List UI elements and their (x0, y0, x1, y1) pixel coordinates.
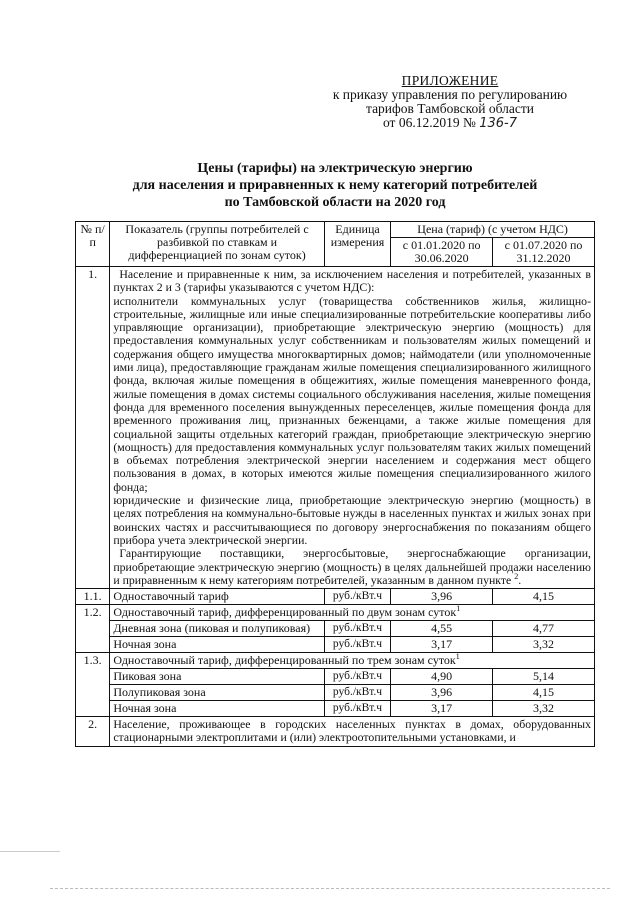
row-1-2-b-label: Ночная зона (110, 637, 324, 653)
row-1-3-label (110, 653, 595, 669)
appendix-line-2: тарифов Тамбовской области (366, 101, 534, 116)
header-price: Цена (тариф) (с учетом НДС) (391, 222, 595, 238)
row-1-3-c-value-2: 3,32 (493, 701, 595, 717)
table-row (76, 621, 595, 637)
section-1-num: 1. (76, 267, 110, 589)
row-1-2-label-text: Одноставочный тариф, дифференцированный по двум зонам суток (113, 605, 457, 620)
footnote-ref-1b: 1 (455, 652, 460, 662)
row-1-3-c-unit: руб./кВт.ч (324, 701, 390, 717)
row-1-3-num: 1.3. (76, 653, 110, 717)
row-1-2-a-unit: руб./кВт.ч (324, 621, 390, 637)
table-row (76, 653, 595, 669)
row-1-3-c-label: Ночная зона (110, 701, 324, 717)
section-2-row (76, 717, 595, 747)
table-row (76, 685, 595, 701)
row-1-3-label-text: Одноставочный тариф, дифференцированный по трем зонам суток (113, 653, 456, 668)
row-1-1-value-1: 3,96 (391, 589, 493, 605)
header-num: № п/п (76, 222, 110, 267)
table-row (76, 589, 595, 605)
title-line-3: по Тамбовской области на 2020 год (224, 195, 446, 210)
appendix-line-1: к приказу управления по регулированию (332, 87, 568, 102)
row-1-2-b-value-2: 3,32 (493, 637, 595, 653)
row-1-1-unit: руб./кВт.ч (324, 589, 390, 605)
row-1-3-b-unit: руб./кВт.ч (324, 685, 390, 701)
document-title (100, 160, 570, 211)
section-2-num: 2. (76, 717, 110, 747)
row-1-3-b-value-2: 4,15 (493, 685, 595, 701)
tariff-table (75, 221, 595, 747)
table-row (76, 701, 595, 717)
row-1-2-a-value-2: 4,77 (493, 621, 595, 637)
footnote-ref-1: 1 (456, 604, 461, 614)
row-1-2-label (110, 605, 595, 621)
section-1-para-3: юридические и физические лица, приобретающие электрическую энергию (мощность) в целях потребления на коммунально-бытовые нужды в населенных пунктах и жилых зонах при воинских частях и рассчитывающиеся по договору энергоснабжения по показаниям общего прибора учета электрической энергии. (113, 493, 591, 547)
section-1-row (76, 267, 595, 589)
appendix-line-3 (300, 116, 600, 131)
header-period-1: с 01.01.2020 по 30.06.2020 (391, 238, 493, 267)
row-1-3-a-unit: руб./кВт.ч (324, 669, 390, 685)
row-1-1-num: 1.1. (76, 589, 110, 605)
row-1-3-a-value-2: 5,14 (493, 669, 595, 685)
title-line-1: Цены (тарифы) на электрическую энергию (197, 161, 473, 176)
section-1-description (110, 267, 595, 589)
table-row (76, 637, 595, 653)
row-1-3-b-label: Полупиковая зона (110, 685, 324, 701)
appendix-heading: ПРИЛОЖЕНИЕ (401, 73, 499, 88)
order-number: 136-7 (479, 116, 517, 131)
section-1-para-2: исполнители коммунальных услуг (товарищества собственников жилья, жилищно-строительные, жилищные или иные специализированные потребительские кооперативы либо управляющие организации), приобретающие электрическую энергию (мощность) для предоставления коммунальных услуг собственникам и пользователям жилых помещений и содержания общего имущества многоквартирных домов; наймодатели (или уполномоченные ими лица), предоставляющие гражданам жилые помещения специализированного жилищного фонда, включая жилые помещения в общежитиях, жилые помещения маневренного фонда, жилые помещения в домах системы социального обслуживания населения, жилые помещения фонда для временного поселения вынужденных переселенцев, жилые помещения фонда для временного проживания лиц, признанных беженцами, а также жилые помещения для социальной защиты отдельных категорий граждан, приобретающие электрическую энергию (мощность) для предоставления коммунальных услуг пользователям таких жилых помещений в объемах потребления электрической энергии населением и содержания мест общего пользования в домах, в которых имеются жилые помещения специализированного жилого фонда; (113, 293, 591, 494)
scan-mark (0, 851, 60, 852)
row-1-2-a-value-1: 4,55 (391, 621, 493, 637)
row-1-3-a-label: Пиковая зона (110, 669, 324, 685)
row-1-2-num: 1.2. (76, 605, 110, 653)
table-row (76, 669, 595, 685)
section-2-description: Население, проживающее в городских населенных пунктах в домах, оборудованных стационарными электроплитами и (или) электроотопительными установками, и (110, 717, 595, 747)
appendix-date: от 06.12.2019 № (382, 115, 476, 130)
header-unit: Единица измерения (324, 222, 390, 267)
section-1-para-4 (113, 547, 591, 587)
table-header-row (76, 222, 595, 238)
row-1-1-value-2: 4,15 (493, 589, 595, 605)
row-1-2-a-label: Дневная зона (пиковая и полупиковая) (110, 621, 324, 637)
scan-footer-dashes (50, 888, 610, 890)
header-indicator: Показатель (группы потребителей с разбивкой по ставкам и дифференциацией по зонам суток) (110, 222, 324, 267)
row-1-3-c-value-1: 3,17 (391, 701, 493, 717)
section-1-para-4-end: . (518, 572, 522, 587)
row-1-2-b-unit: руб./кВт.ч (324, 637, 390, 653)
row-1-3-b-value-1: 3,96 (391, 685, 493, 701)
section-1-para-1: Население и приравненные к ним, за исключением населения и потребителей, указанных в пунктах 2 и 3 (тарифы указываются с учетом НДС): (113, 267, 591, 295)
row-1-2-b-value-1: 3,17 (391, 637, 493, 653)
table-row (76, 605, 595, 621)
section-1-para-4-text: Гарантирующие поставщики, энергосбытовые, энергоснабжающие организации, приобретающие электрическую энергию (мощность) в целях дальнейшей продажи населению и приравненным к нему категориям потребителей, указанным в данном пункте (113, 546, 591, 587)
appendix-block (300, 74, 600, 131)
row-1-3-a-value-1: 4,90 (391, 669, 493, 685)
footnote-ref-2: 2 (514, 571, 519, 581)
title-line-2: для населения и приравненных к нему категорий потребителей (132, 178, 538, 193)
header-period-2: с 01.07.2020 по 31.12.2020 (493, 238, 595, 267)
row-1-1-label: Одноставочный тариф (110, 589, 324, 605)
